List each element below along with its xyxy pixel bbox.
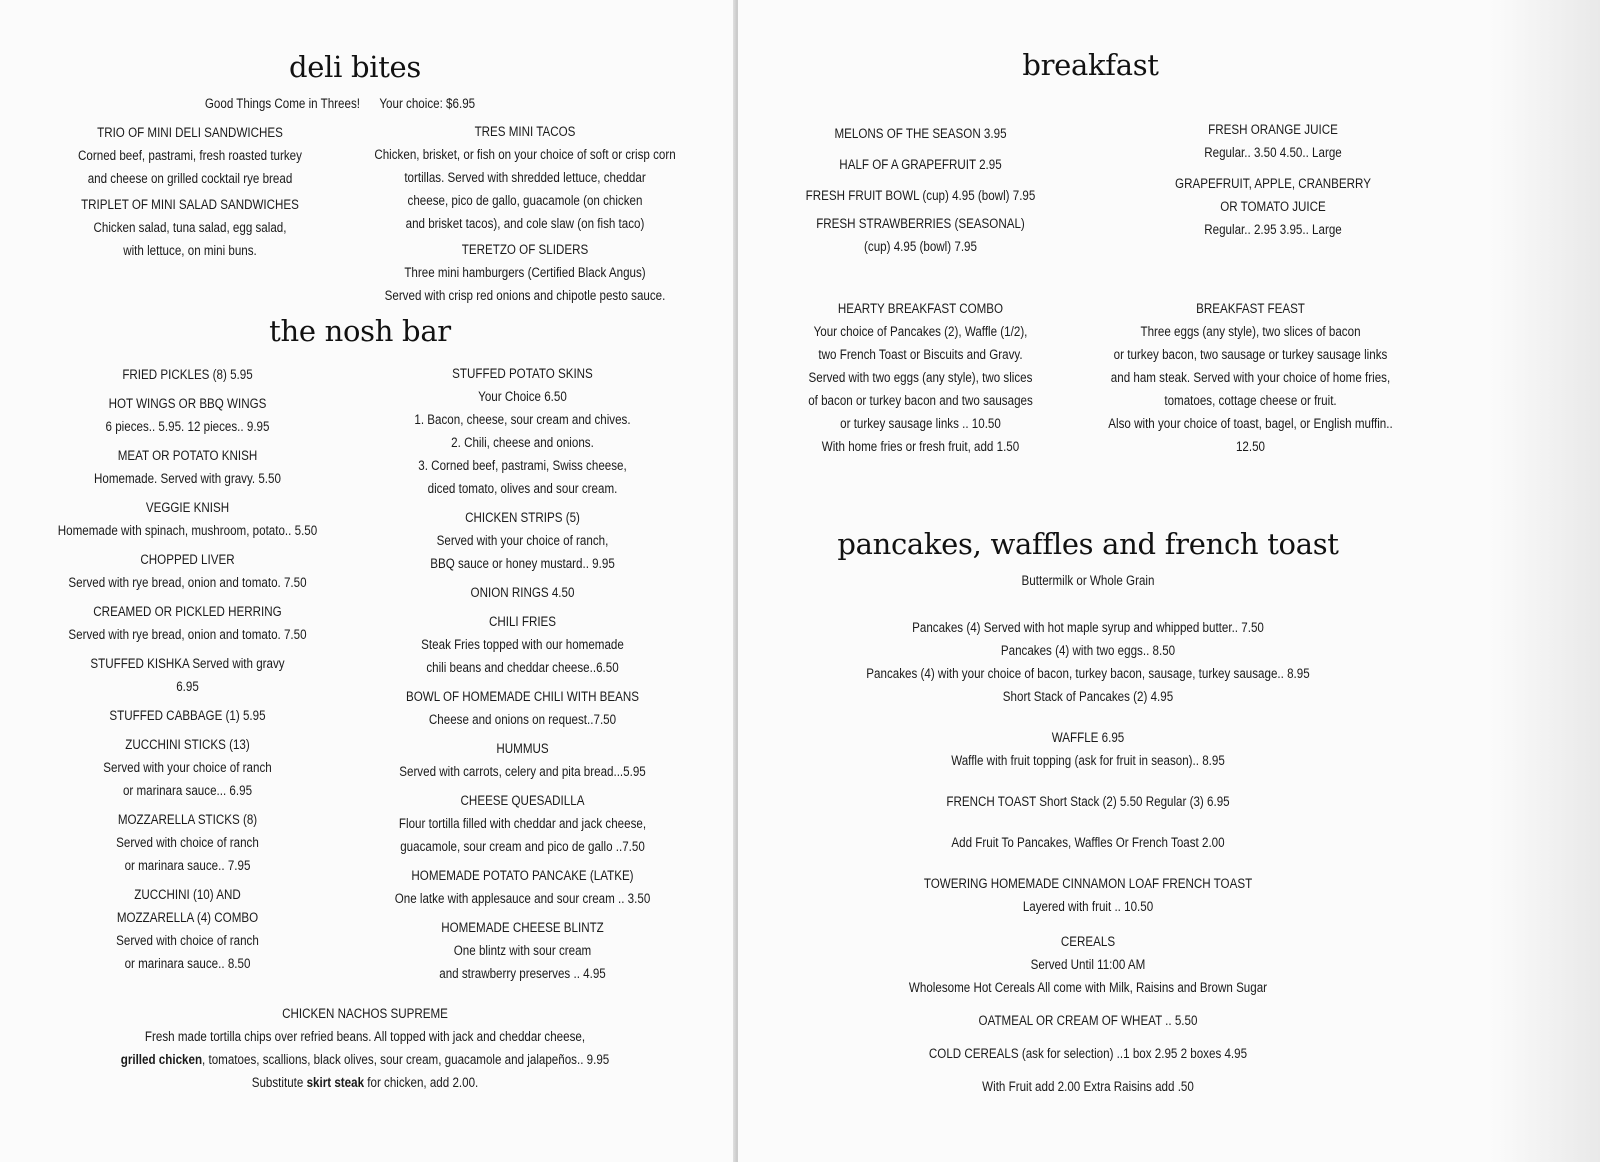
menu-item-name: HOMEMADE POTATO PANCAKE (LATKE) [411,868,634,883]
menu-item-desc: One latke with applesauce and sour cream .. 3.50 [394,891,651,906]
menu-item-name: MELONS OF THE SEASON 3.95 [834,126,1007,141]
menu-item-name: TRES MINI TACOS [474,124,576,139]
page-edge-shadow [1490,0,1600,1162]
menu-item-name: HOT WINGS OR BBQ WINGS [108,396,267,411]
menu-item-name: STUFFED KISHKA Served with gravy [90,656,285,671]
menu-item-name: TRIPLET OF MINI SALAD SANDWICHES [81,197,299,212]
breakfast-col-2 [1131,118,1415,241]
menu-item-desc: Add Fruit To Pancakes, Waffles Or French Toast 2.00 [951,835,1225,850]
breakfast-title: breakfast [1022,48,1159,82]
menu-item-desc: 6.95 [176,679,199,694]
menu-item-desc: and cheese on grilled cocktail rye bread [87,171,293,186]
menu-item-name: CREAMED OR PICKLED HERRING [93,604,282,619]
menu-item-name: FRESH FRUIT BOWL (cup) 4.95 (bowl) 7.95 [805,188,1036,203]
menu-item-desc: Layered with fruit .. 10.50 [1022,899,1154,914]
menu-item-desc-post: for chicken, add 2.00. [364,1075,479,1090]
menu-item-desc: or marinara sauce.. 7.95 [124,858,251,873]
menu-item-name: MOZZARELLA STICKS (8) [117,812,258,827]
menu-item-name: CHEESE QUESADILLA [460,793,585,808]
menu-item-desc: Steak Fries topped with our homemade [421,637,624,652]
menu-item-desc: with lettuce, on mini buns. [123,243,257,258]
menu-item-name: VEGGIE KNISH [145,500,230,515]
section-subtitle: Buttermilk or Whole Grain [1021,573,1155,588]
right-menu-page [738,0,1600,1162]
menu-item-name: FRESH STRAWBERRIES (SEASONAL) [816,216,1025,231]
menu-item-desc: and ham steak. Served with your choice of home fries, [1110,370,1391,385]
menu-item-desc: Three eggs (any style), two slices of bacon [1140,324,1361,339]
menu-item-name: CHICKEN NACHOS SUPREME [282,1006,448,1021]
pancakes-title: pancakes, waffles and french toast [837,527,1339,561]
menu-item-desc: Flour tortilla filled with cheddar and jack cheese, [398,816,647,831]
menu-item-name: MOZZARELLA (4) COMBO [116,910,259,925]
menu-item-name: CHICKEN STRIPS (5) [465,510,580,525]
menu-item-name: ZUCCHINI STICKS (13) [125,737,250,752]
menu-item-desc: Served with carrots, celery and pita bread...5.95 [399,764,646,779]
menu-item-name: BREAKFAST FEAST [1196,301,1305,316]
menu-item-desc: or marinara sauce... 6.95 [122,783,253,798]
menu-item-desc: cheese, pico de gallo, guacamole (on chicken [407,193,643,208]
menu-item-desc: or turkey bacon, two sausage or turkey sausage links [1113,347,1388,362]
menu-item-desc: With home fries or fresh fruit, add 1.50 [821,439,1020,454]
menu-item-desc: Served with crisp red onions and chipotle pesto sauce. [384,288,666,303]
bold-text: skirt steak [306,1075,365,1090]
menu-item-desc: 1. Bacon, cheese, sour cream and chives. [414,412,631,427]
menu-item-name: HOMEMADE CHEESE BLINTZ [441,920,604,935]
menu-item-name: COLD CEREALS (ask for selection) ..1 box 2.95 2 boxes 4.95 [928,1046,1248,1061]
menu-item-desc: Served Until 11:00 AM [1030,957,1146,972]
menu-item-desc: Served with two eggs (any style), two slices [808,370,1033,385]
menu-item-desc: Wholesome Hot Cereals All come with Milk, Raisins and Brown Sugar [908,980,1268,995]
menu-item-name: OR TOMATO JUICE [1220,199,1326,214]
deli-col-2 [357,120,692,307]
menu-item-name: HUMMUS [496,741,549,756]
menu-item-desc: Cheese and onions on request..7.50 [428,712,617,727]
menu-item-name: TOWERING HOMEMADE CINNAMON LOAF FRENCH TOAST [923,876,1253,891]
deli-choice-price: Your choice: $6.95 [379,96,476,111]
menu-item-desc: Three mini hamburgers (Certified Black Angus) [404,265,646,280]
menu-item-name: CEREALS [1060,934,1116,949]
menu-item-name: TERETZO OF SLIDERS [461,242,589,257]
menu-item-name: FRESH ORANGE JUICE [1208,122,1338,137]
menu-item-desc: two French Toast or Biscuits and Gravy. [818,347,1023,362]
nosh-bar-title: the nosh bar [269,314,451,348]
menu-item-name: CHOPPED LIVER [140,552,235,567]
menu-item-desc: Your choice of Pancakes (2), Waffle (1/2), [813,324,1028,339]
menu-item-desc: Also with your choice of toast, bagel, or English muffin.. [1108,416,1393,431]
menu-item-name: HALF OF A GRAPEFRUIT 2.95 [839,157,1002,172]
menu-item-desc: Waffle with fruit topping (ask for fruit in season).. 8.95 [951,753,1225,768]
menu-item-desc-rest: , tomatoes, scallions, black olives, sour cream, guacamole and jalapeños.. 9.95 [202,1052,610,1067]
menu-item-desc: 2. Chili, cheese and onions. [451,435,594,450]
menu-item-desc: Your Choice 6.50 [478,389,567,404]
menu-item-name: MEAT OR POTATO KNISH [117,448,258,463]
strawberries-item [776,212,1064,258]
menu-item-desc: chili beans and cheddar cheese..6.50 [426,660,619,675]
menu-item-desc: Served with choice of ranch [116,835,259,850]
menu-item-name: WAFFLE 6.95 [1051,730,1125,745]
menu-item-desc: Regular.. 3.50 4.50.. Large [1204,145,1342,160]
menu-item-desc: Served with your choice of ranch [103,760,272,775]
breakfast-combo [772,297,1069,458]
menu-item-name: OATMEAL OR CREAM OF WHEAT .. 5.50 [978,1013,1198,1028]
menu-item-name: STUFFED POTATO SKINS [452,366,593,381]
menu-item-desc: guacamole, sour cream and pico de gallo ..7.50 [400,839,645,854]
deli-bites-title: deli bites [288,50,422,84]
menu-item-desc: diced tomato, olives and sour cream. [427,481,618,496]
menu-item-desc: Chicken salad, tuna salad, egg salad, [93,220,287,235]
menu-item-desc-pre: Substitute [251,1075,307,1090]
menu-item-name: TRIO OF MINI DELI SANDWICHES [97,125,283,140]
pancakes-section [821,569,1354,1098]
menu-item-desc: Regular.. 2.95 3.95.. Large [1204,222,1342,237]
menu-item-desc: 12.50 [1235,439,1266,454]
breakfast-col-1 [776,118,1064,211]
menu-item-desc: and strawberry preserves .. 4.95 [439,966,606,981]
menu-item-desc: One blintz with sour cream [453,943,592,958]
menu-item-desc: BBQ sauce or honey mustard.. 9.95 [430,556,615,571]
menu-item-desc: or turkey sausage links .. 10.50 [840,416,1001,431]
menu-item-name: CHILI FRIES [488,614,557,629]
menu-item-desc: Pancakes (4) Served with hot maple syrup and whipped butter.. 7.50 [912,620,1264,635]
menu-item-name: BOWL OF HOMEMADE CHILI WITH BEANS [405,689,640,704]
breakfast-feast [1098,297,1403,458]
menu-item-desc: Pancakes (4) with your choice of bacon, turkey bacon, sausage, turkey sausage.. 8.95 [866,666,1310,681]
menu-item-desc: of bacon or turkey bacon and two sausages [808,393,1033,408]
menu-item-desc: Corned beef, pastrami, fresh roasted turkey [78,148,302,163]
menu-item-name: HEARTY BREAKFAST COMBO [837,301,1004,316]
menu-item-desc: 6 pieces.. 5.95. 12 pieces.. 9.95 [105,419,270,434]
menu-item-desc: and brisket tacos), and cole slaw (on fish taco) [405,216,645,231]
menu-item-name: ONION RINGS 4.50 [470,585,575,600]
menu-item-desc: Pancakes (4) with two eggs.. 8.50 [1000,643,1176,658]
left-menu-page [0,0,735,1162]
menu-item-name: GRAPEFRUIT, APPLE, CRANBERRY [1175,176,1371,191]
menu-item-name: ZUCCHINI (10) AND [134,887,241,902]
deli-tagline-text: Good Things Come in Threes! [204,96,360,111]
menu-item-desc: 3. Corned beef, pastrami, Swiss cheese, [418,458,627,473]
nachos-item [68,1002,661,1094]
menu-item-desc: Served with rye bread, onion and tomato. 7.50 [68,575,307,590]
menu-item-desc [68,1048,661,1071]
menu-item-desc: or marinara sauce.. 8.50 [124,956,251,971]
menu-item-desc: Chicken, brisket, or fish on your choice of soft or crisp corn [374,147,676,162]
menu-item-desc: Served with choice of ranch [116,933,259,948]
menu-item-name: FRENCH TOAST Short Stack (2) 5.50 Regular (3) 6.95 [946,794,1230,809]
menu-item-desc: Served with rye bread, onion and tomato. 7.50 [68,627,307,642]
menu-item-name: STUFFED CABBAGE (1) 5.95 [109,708,266,723]
menu-item-desc: With Fruit add 2.00 Extra Raisins add .50 [982,1079,1194,1094]
menu-item-desc: Fresh made tortilla chips over refried beans. All topped with jack and cheddar cheese, [144,1029,586,1044]
menu-item-desc [68,1071,661,1094]
menu-item-desc: Homemade with spinach, mushroom, potato.. 5.50 [57,523,318,538]
nosh-col-2 [370,362,675,985]
bold-text: grilled chicken [120,1052,203,1067]
menu-item-desc: Short Stack of Pancakes (2) 4.95 [1002,689,1174,704]
menu-item-desc: Served with your choice of ranch, [436,533,609,548]
deli-tagline [159,92,520,115]
menu-item-desc: tortillas. Served with shredded lettuce, cheddar [404,170,646,185]
menu-item-desc: Homemade. Served with gravy. 5.50 [94,471,281,486]
menu-item-name: FRIED PICKLES (8) 5.95 [122,367,253,382]
menu-item-desc: (cup) 4.95 (bowl) 7.95 [864,239,977,254]
nosh-col-1 [39,363,336,975]
deli-col-1 [44,121,336,262]
menu-item-desc: tomatoes, cottage cheese or fruit. [1164,393,1337,408]
